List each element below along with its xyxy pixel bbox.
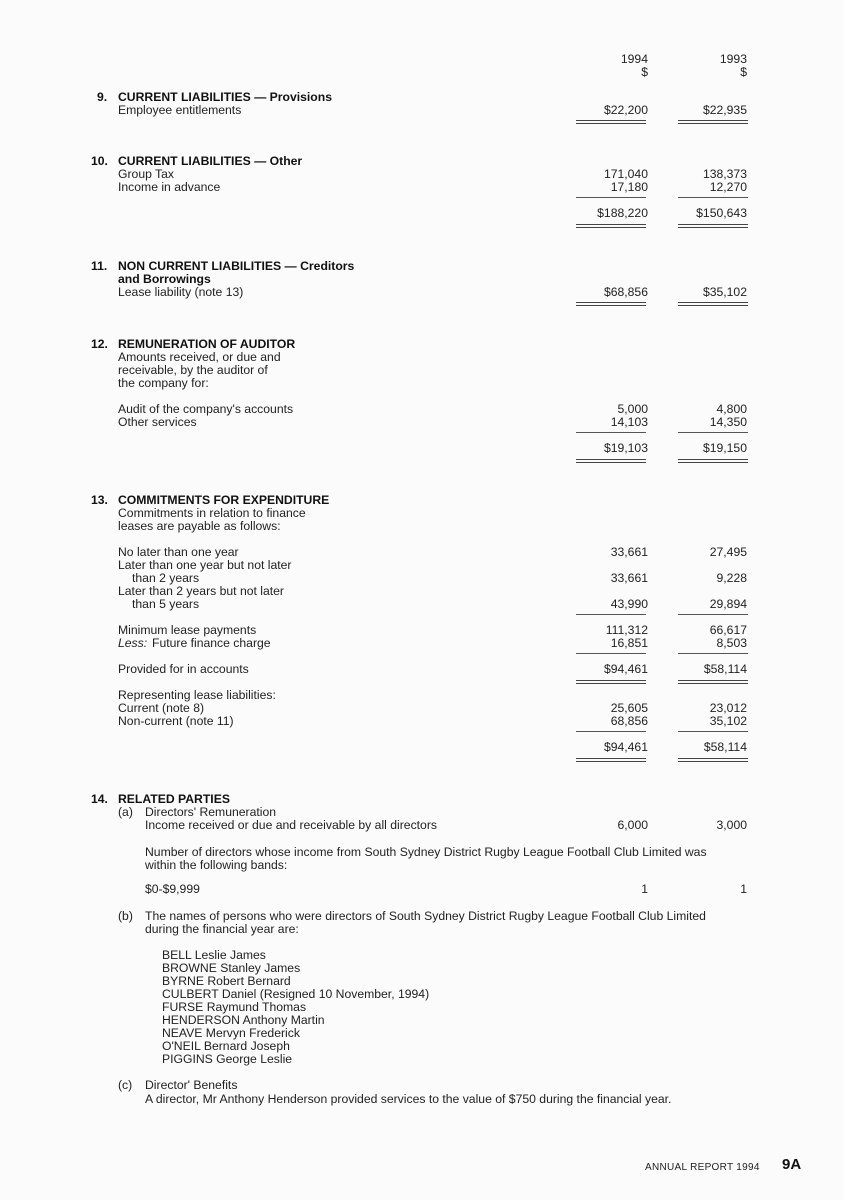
page-number: 9A — [782, 1156, 802, 1173]
footer-label: ANNUAL REPORT 1994 — [645, 1162, 760, 1173]
note-11-title-cont: and Borrowings — [118, 272, 211, 286]
note-14-a-paragraph: within the following bands: — [145, 858, 288, 872]
note-9-value-1993: $22,935 — [702, 103, 747, 117]
note-12-total-1993: $19,150 — [702, 441, 747, 455]
note-13-row-8-1993: 35,102 — [709, 714, 747, 728]
director-name: NEAVE Mervyn Frederick — [162, 1026, 300, 1040]
note-14-a-line: Income received or due and receivable by all directors — [145, 818, 437, 832]
note-13-row-6-1993: $58,114 — [703, 662, 747, 676]
note-13-row-4-1994: 111,312 — [605, 623, 648, 637]
director-name: BYRNE Robert Bernard — [162, 974, 291, 988]
note-12-line-1-1994: 5,000 — [617, 402, 648, 416]
note-14-band-1994: 1 — [641, 882, 648, 896]
note-13-intro: leases are payable as follows: — [118, 519, 281, 533]
note-13-intro: Commitments in relation to finance — [118, 506, 306, 520]
note-11-line: Lease liability (note 13) — [118, 285, 244, 299]
note-12-line-2-1993: 14,350 — [709, 415, 747, 429]
single-rule — [678, 653, 748, 654]
double-rule — [678, 120, 748, 124]
note-14-a-title: Directors' Remuneration — [145, 805, 277, 819]
note-13-row-2-1993: 9,228 — [716, 571, 747, 585]
double-rule — [678, 680, 748, 684]
note-13-row-6: Provided for in accounts — [118, 662, 249, 676]
single-rule — [576, 731, 646, 732]
single-rule — [576, 614, 646, 615]
note-14-b-paragraph: The names of persons who were directors of South Sydney District Rugby League Football Club Limited — [145, 909, 706, 923]
double-rule — [576, 224, 646, 228]
single-rule — [678, 197, 748, 198]
single-rule — [678, 731, 748, 732]
note-10-number: 10. — [91, 154, 108, 168]
director-name: BELL Leslie James — [162, 948, 266, 962]
note-12-line-1-1993: 4,800 — [716, 402, 747, 416]
note-14-title: RELATED PARTIES — [118, 792, 230, 806]
single-rule — [576, 432, 646, 433]
note-13-row-4-1993: 66,617 — [709, 623, 747, 637]
director-name: O'NEIL Bernard Joseph — [162, 1039, 290, 1053]
note-13-row-3-1993: 29,894 — [709, 597, 747, 611]
note-13-row-3: Later than 2 years but not later — [118, 584, 284, 598]
note-13-row-7-1993: 23,012 — [709, 701, 747, 715]
note-10-title: CURRENT LIABILITIES — Other — [118, 154, 303, 168]
note-13-row-1-1993: 27,495 — [709, 545, 747, 559]
note-10-line-1-1994: 171,040 — [603, 167, 648, 181]
note-12-total-1994: $19,103 — [603, 441, 648, 455]
note-11-value-1993: $35,102 — [702, 285, 747, 299]
double-rule — [576, 120, 646, 124]
note-13-row-7-1994: 25,605 — [610, 701, 648, 715]
note-14-b-label: (b) — [118, 909, 133, 923]
note-14-b-paragraph: during the financial year are: — [145, 922, 299, 936]
note-10-line-2: Income in advance — [118, 180, 221, 194]
note-13-row-5-1994: 16,851 — [610, 636, 648, 650]
note-13-row-5-prefix: Less: — [118, 636, 148, 650]
single-rule — [678, 432, 748, 433]
note-12-intro: Amounts received, or due and — [118, 350, 281, 364]
note-10-line-2-1994: 17,180 — [610, 180, 648, 194]
note-13-row-3-cont: than 5 years — [132, 597, 200, 611]
note-13-row-7: Current (note 8) — [118, 701, 205, 715]
note-14-band-1993: 1 — [740, 882, 747, 896]
note-13-row-1-1994: 33,661 — [610, 545, 648, 559]
note-13-total-1993: $58,114 — [703, 740, 747, 754]
note-10-total-1993: $150,643 — [696, 206, 747, 220]
note-10-line-2-1993: 12,270 — [709, 180, 747, 194]
director-name: BROWNE Stanley James — [162, 961, 301, 975]
note-14-a-1993: 3,000 — [716, 818, 747, 832]
note-13-representing: Representing lease liabilities: — [118, 688, 276, 702]
single-rule — [678, 614, 748, 615]
note-12-line-2-1994: 14,103 — [610, 415, 648, 429]
year-1993: 1993 — [719, 52, 747, 66]
note-14-c-title: Director' Benefits — [145, 1078, 238, 1092]
double-rule — [678, 224, 748, 228]
note-11-value-1994: $68,856 — [603, 285, 648, 299]
note-12-intro: the company for: — [118, 376, 209, 390]
double-rule — [678, 302, 748, 306]
note-13-row-5: Future finance charge — [152, 636, 271, 650]
note-12-intro: receivable, by the auditor of — [118, 363, 268, 377]
note-13-row-2-1994: 33,661 — [610, 571, 648, 585]
director-name: HENDERSON Anthony Martin — [162, 1013, 325, 1027]
note-9-line: Employee entitlements — [118, 103, 242, 117]
note-12-title: REMUNERATION OF AUDITOR — [118, 337, 296, 351]
note-13-row-2-cont: than 2 years — [132, 571, 200, 585]
note-11-title: NON CURRENT LIABILITIES — Creditors — [118, 259, 355, 273]
note-13-row-3-1994: 43,990 — [610, 597, 648, 611]
note-13-row-6-1994: $94,461 — [603, 662, 648, 676]
note-9-number: 9. — [97, 90, 108, 104]
year-1994: 1994 — [620, 52, 648, 66]
double-rule — [576, 302, 646, 306]
double-rule — [576, 758, 646, 762]
unit-1994: $ — [641, 65, 648, 79]
note-13-row-8: Non-current (note 11) — [118, 714, 234, 728]
unit-1993: $ — [740, 65, 747, 79]
director-name: PIGGINS George Leslie — [162, 1052, 293, 1066]
note-10-total-1994: $188,220 — [597, 206, 648, 220]
note-14-number: 14. — [91, 792, 108, 806]
note-13-row-4: Minimum lease payments — [118, 623, 257, 637]
note-12-line-2: Other services — [118, 415, 197, 429]
note-13-total-1994: $94,461 — [603, 740, 648, 754]
note-14-band: $0-$9,999 — [145, 882, 200, 896]
single-rule — [576, 653, 646, 654]
single-rule — [576, 197, 646, 198]
double-rule — [678, 758, 748, 762]
note-13-number: 13. — [91, 493, 108, 507]
note-10-line-1-1993: 138,373 — [702, 167, 747, 181]
note-13-row-5-1993: 8,503 — [716, 636, 747, 650]
double-rule — [576, 680, 646, 684]
director-name: FURSE Raymund Thomas — [162, 1000, 307, 1014]
note-11-number: 11. — [91, 259, 108, 273]
note-9-title: CURRENT LIABILITIES — Provisions — [118, 90, 332, 104]
note-14-a-1994: 6,000 — [617, 818, 648, 832]
note-9-value-1994: $22,200 — [603, 103, 648, 117]
note-14-c-line: A director, Mr Anthony Henderson provided services to the value of $750 during the financial year. — [145, 1092, 672, 1106]
note-13-row-1: No later than one year — [118, 545, 239, 559]
note-13-row-2: Later than one year but not later — [118, 558, 292, 572]
note-13-title: COMMITMENTS FOR EXPENDITURE — [118, 493, 330, 507]
note-14-a-label: (a) — [118, 805, 133, 819]
note-12-number: 12. — [91, 337, 108, 351]
note-10-line-1: Group Tax — [118, 167, 175, 181]
note-13-row-8-1994: 68,856 — [610, 714, 648, 728]
note-12-line-1: Audit of the company's accounts — [118, 402, 294, 416]
double-rule — [678, 459, 748, 463]
note-14-c-label: (c) — [118, 1078, 133, 1092]
director-name: CULBERT Daniel (Resigned 10 November, 1994) — [162, 987, 430, 1001]
note-14-a-paragraph: Number of directors whose income from South Sydney District Rugby League Football Club Limited was — [145, 845, 707, 859]
double-rule — [576, 459, 646, 463]
